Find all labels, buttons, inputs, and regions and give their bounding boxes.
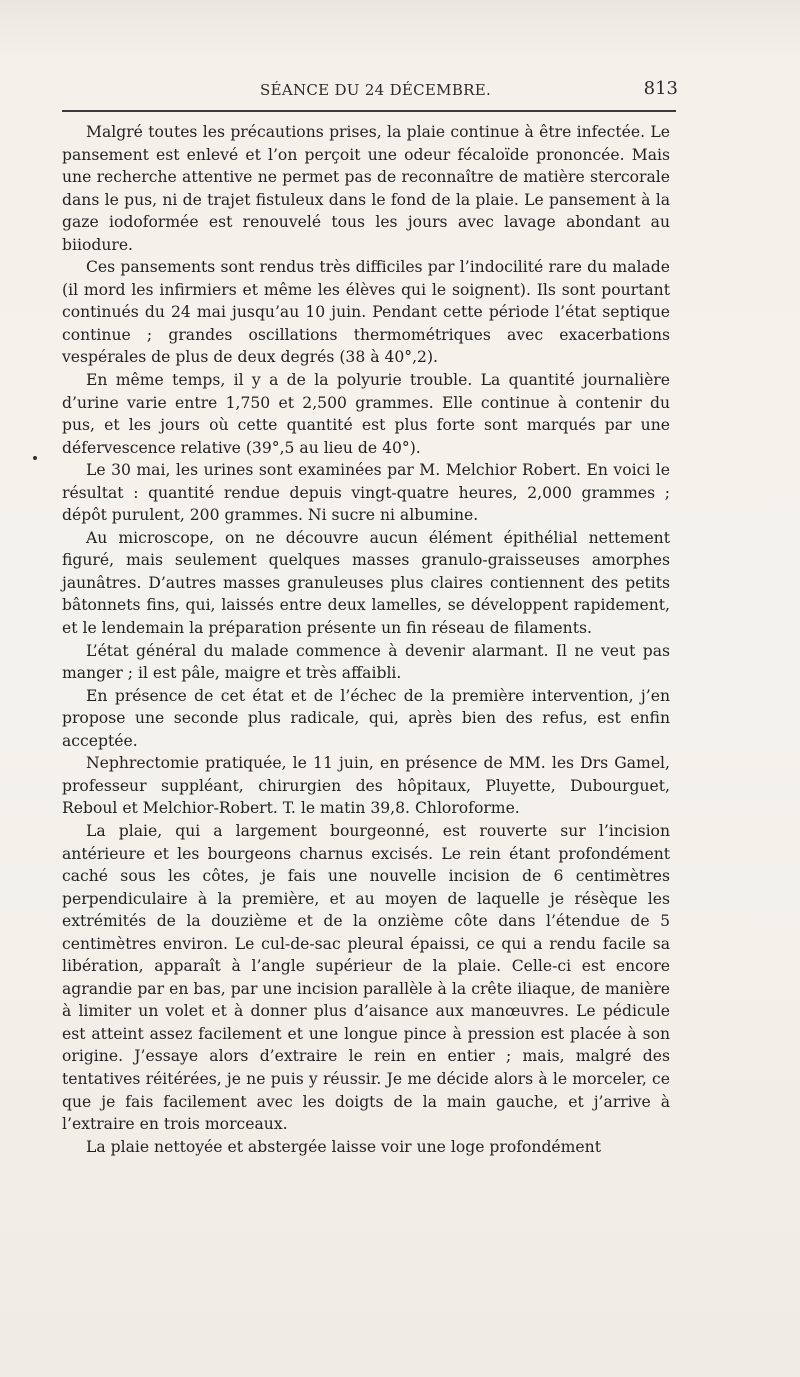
paragraph: La plaie nettoyée et abstergée laisse voir une loge profondément [86,1137,601,1156]
page-number: 813 [643,78,678,99]
body-text [62,121,670,1158]
page-header [62,78,678,100]
paragraph: L’état général du malade commence à devenir alarmant. Il ne veut pas manger ; il est pâle, maigre et très affaibli. [62,641,670,683]
header-rule [62,110,676,112]
paragraph: Nephrectomie pratiquée, le 11 juin, en présence de MM. les Drs Gamel, professeur suppléant, chirurgien des hôpitaux, Pluyette, Dubourguet, Reboul et Melchior-Robert. T. le matin 39,8. Chloroforme. [62,754,670,818]
paragraph: Au microscope, on ne découvre aucun élément épithélial nettement figuré, mais seulement quelques masses granulo-graisseuses amorphes jaunâtres. D’autres masses granuleuses plus claires contiennent des petits bâtonnets fins, qui, laissés entre deux lamelles, se développent rapidement, et le lendemain la préparation présente un fin réseau de filaments. [62,528,670,638]
margin-mark [33,456,37,460]
paragraph: Le 30 mai, les urines sont examinées par M. Melchior Robert. En voici le résultat : quantité rendue depuis vingt-quatre heures, 2,000 grammes ; dépôt purulent, 200 grammes. Ni sucre ni albumine. [62,461,670,525]
running-title: SÉANCE DU 24 DÉCEMBRE. [260,81,492,99]
paragraph: Ces pansements sont rendus très difficiles par l’indocilité rare du malade (il mord les infirmiers et même les élèves qui le soignent). Ils sont pourtant continués du 24 mai jusqu’au 10 juin. Pendant cette période l’état septique continue ; grandes oscillations thermométriques avec exacerbations vespérales de plus de deux degrés (38 à 40°,2). [62,258,670,367]
paragraph: En même temps, il y a de la polyurie trouble. La quantité journalière d’urine varie entre 1,750 et 2,500 grammes. Elle continue à contenir du pus, et les jours où cette quantité est plus forte sont marqués par une défervescence relative (39°,5 au lieu de 40°). [62,371,670,457]
paragraph: Malgré toutes les précautions prises, la plaie continue à être infectée. Le pansement est enlevé et l’on perçoit une odeur fécaloïde prononcée. Mais une recherche attentive ne permet pas de reconnaître de matière stercorale dans le pus, ni de trajet fistuleux dans le fond de la plaie. Le pansement à la gaze iodoformée est renouvelé tous les jours avec lavage abondant au biiodure. [62,123,670,254]
paragraph: La plaie, qui a largement bourgeonné, est rouverte sur l’incision antérieure et les bourgeons charnus excisés. Le rein étant profondément caché sous les côtes, je fais une nouvelle incision de 6 centimètres perpendiculaire à la première, et au moyen de laquelle je résèque les extrémités de la douzième et de la onzième côte dans l’étendue de 5 centimètres environ. Le cul-de-sac pleural épaissi, ce qui a rendu facile sa libération, apparaît à l’angle supérieur de la plaie. Celle-ci est encore agrandie par en bas, par une incision parallèle à la crête iliaque, de manière à limiter un volet et à donner plus d’aisance aux manœuvres. Le pédicule est atteint assez facilement et une longue pince à pression est placée à son origine. J’essaye alors d’extraire le rein en entier ; mais, malgré des tentatives réitérées, je ne puis y réussir. Je me décide alors à le morceler, ce que je fais facilement avec les doigts de la main gauche, et j’arrive à l’extraire en trois morceaux. [62,821,670,1134]
paragraph: En présence de cet état et de l’échec de la première intervention, j’en propose une seconde plus radicale, qui, après bien des refus, est enfin acceptée. [62,686,670,750]
